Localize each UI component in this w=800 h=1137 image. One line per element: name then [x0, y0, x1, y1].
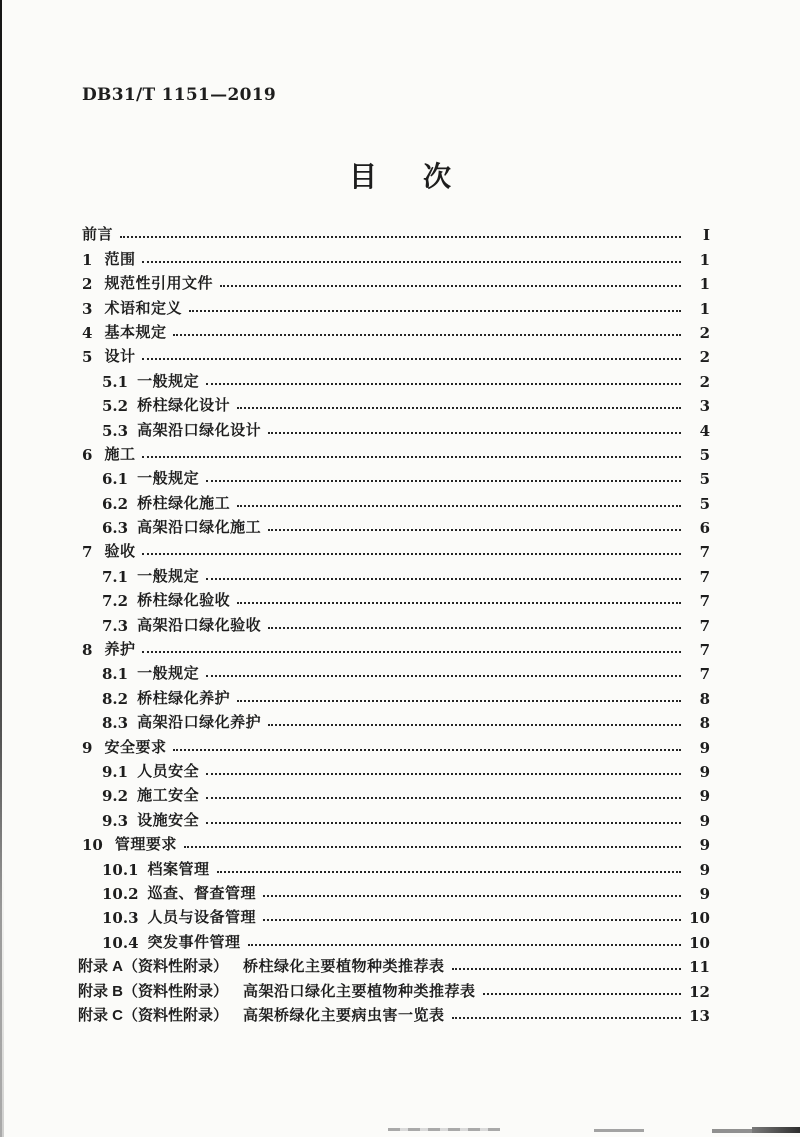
- entry-number: 6.2: [102, 494, 129, 513]
- entry-number: 4: [82, 323, 93, 342]
- entry-title: 突发事件管理: [147, 933, 241, 951]
- entry-title: 施工: [104, 445, 136, 463]
- toc-entry: [82, 294, 710, 318]
- entry-page-number: 6: [699, 519, 710, 538]
- dot-leader: [237, 505, 681, 507]
- entry-page-number: 7: [699, 567, 710, 586]
- entry-number: 8.2: [102, 689, 129, 708]
- dot-leader: [268, 432, 681, 434]
- entry-number: 9.1: [102, 762, 129, 781]
- entry-title: 高架沿口绿化设计: [137, 421, 262, 439]
- entry-title: 前言: [82, 226, 114, 244]
- scan-smudge: [594, 1129, 644, 1132]
- entry-page-number: 7: [699, 616, 710, 635]
- toc-entry: [102, 514, 710, 538]
- dot-leader: [173, 334, 681, 336]
- entry-title: 规范性引用文件: [104, 275, 213, 293]
- entry-title: 施工安全: [137, 787, 200, 805]
- entry-title: 桥柱绿化验收: [137, 592, 231, 610]
- entry-number: 9.3: [102, 811, 129, 830]
- dot-leader: [206, 822, 681, 824]
- dot-leader: [206, 578, 681, 580]
- entry-number: 7.3: [102, 616, 129, 635]
- entry-number: 附录 B（资料性附录）: [78, 982, 229, 1000]
- entry-number: 10.3: [102, 909, 139, 928]
- entry-number: 3: [82, 299, 93, 318]
- entry-page-number: 7: [699, 641, 710, 660]
- entry-title: 桥柱绿化主要植物种类推荐表: [243, 958, 445, 976]
- dot-leader: [248, 944, 681, 946]
- toc-entry: [102, 587, 710, 611]
- entry-title: 一般规定: [137, 567, 200, 585]
- dot-leader: [220, 285, 681, 287]
- dot-leader: [237, 602, 681, 604]
- entry-number: 10: [82, 836, 103, 855]
- dot-leader: [237, 700, 681, 702]
- entry-number: 6.3: [102, 519, 129, 538]
- toc-entry: [82, 831, 710, 855]
- toc-entry: [102, 855, 710, 879]
- toc-entry: [102, 684, 710, 708]
- entry-page-number: 9: [699, 738, 710, 757]
- entry-page-number: 8: [699, 714, 710, 733]
- toc-entry: [82, 343, 710, 367]
- entry-number: 9.2: [102, 787, 129, 806]
- toc-entry: [102, 782, 710, 806]
- entry-page-number: 1: [699, 250, 710, 269]
- toc-entry: [82, 538, 710, 562]
- toc-entry: [102, 562, 710, 586]
- toc-entry: [102, 806, 710, 830]
- toc-entry: [102, 660, 710, 684]
- dot-leader: [206, 797, 681, 799]
- dot-leader: [184, 846, 681, 848]
- entry-page-number: 9: [699, 860, 710, 879]
- entry-page-number: 8: [699, 689, 710, 708]
- entry-title: 高架沿口绿化主要植物种类推荐表: [243, 982, 476, 1000]
- toc-entry: [102, 416, 710, 440]
- dot-leader: [173, 749, 681, 751]
- scan-smudge: [0, 860, 4, 1137]
- dot-leader: [189, 310, 681, 312]
- toc-entry: [102, 367, 710, 391]
- dot-leader: [263, 919, 681, 921]
- toc-entry: [82, 270, 710, 294]
- scan-smudge: [752, 1127, 800, 1133]
- entry-page-number: 12: [689, 982, 710, 1001]
- entry-page-number: 10: [689, 933, 710, 952]
- dot-leader: [206, 480, 681, 482]
- entry-title: 高架桥绿化主要病虫害一览表: [243, 1006, 445, 1024]
- entry-title: 高架沿口绿化验收: [137, 616, 262, 634]
- standard-number: DB31/T 1151—2019: [82, 85, 276, 105]
- entry-number: 10.2: [102, 884, 139, 903]
- entry-number: 10.4: [102, 933, 139, 952]
- entry-page-number: 1: [699, 299, 710, 318]
- entry-number: 6: [82, 445, 93, 464]
- entry-title: 高架沿口绿化施工: [137, 519, 262, 537]
- entry-number: 8: [82, 641, 93, 660]
- entry-title: 管理要求: [114, 836, 177, 854]
- entry-title: 一般规定: [137, 470, 200, 488]
- entry-number: 8.1: [102, 665, 129, 684]
- entry-title: 桥柱绿化施工: [137, 494, 231, 512]
- entry-number: 8.3: [102, 714, 129, 733]
- dot-leader: [263, 895, 681, 897]
- scan-smudge: [712, 1129, 752, 1133]
- dot-leader: [237, 407, 681, 409]
- entry-title: 基本规定: [104, 323, 167, 341]
- entry-number: 5.1: [102, 372, 129, 391]
- entry-page-number: 7: [699, 543, 710, 562]
- toc-entry: [102, 489, 710, 513]
- dot-leader: [120, 236, 681, 238]
- entry-title: 人员安全: [137, 762, 200, 780]
- scan-smudge: [388, 1128, 500, 1131]
- entry-title: 一般规定: [137, 372, 200, 390]
- entry-number: 附录 C（资料性附录）: [78, 1006, 229, 1024]
- entry-title: 范围: [104, 250, 136, 268]
- toc-entry: [82, 441, 710, 465]
- entry-title: 术语和定义: [104, 299, 182, 317]
- entry-page-number: 2: [699, 323, 710, 342]
- entry-number: 7.2: [102, 592, 129, 611]
- dot-leader: [268, 724, 681, 726]
- entry-page-number: 9: [699, 811, 710, 830]
- toc-entry: [102, 904, 710, 928]
- entry-number: 5.3: [102, 421, 129, 440]
- entry-number: 10.1: [102, 860, 139, 879]
- dot-leader: [206, 383, 681, 385]
- entry-title: 高架沿口绿化养护: [137, 714, 262, 732]
- entry-page-number: 5: [699, 445, 710, 464]
- entry-number: 5.2: [102, 397, 129, 416]
- dot-leader: [483, 993, 681, 995]
- entry-number: 1: [82, 250, 93, 269]
- entry-number: 7.1: [102, 567, 129, 586]
- toc-entry: [82, 733, 710, 757]
- dot-leader: [142, 261, 681, 263]
- toc-entry: [102, 928, 710, 952]
- toc-entry: [102, 758, 710, 782]
- entry-page-number: 2: [699, 372, 710, 391]
- entry-page-number: 1: [699, 275, 710, 294]
- dot-leader: [142, 553, 681, 555]
- entry-page-number: 9: [699, 884, 710, 903]
- entry-title: 设施安全: [137, 811, 200, 829]
- toc-entry: [102, 611, 710, 635]
- entry-page-number: 7: [699, 665, 710, 684]
- entry-title: 一般规定: [137, 665, 200, 683]
- entry-title: 桥柱绿化养护: [137, 689, 231, 707]
- entry-title: 安全要求: [104, 738, 167, 756]
- entry-page-number: I: [702, 226, 710, 245]
- dot-leader: [452, 1017, 681, 1019]
- entry-page-number: 5: [699, 494, 710, 513]
- entry-page-number: 5: [699, 470, 710, 489]
- entry-title: 桥柱绿化设计: [137, 397, 231, 415]
- entry-page-number: 9: [699, 787, 710, 806]
- entry-page-number: 7: [699, 592, 710, 611]
- dot-leader: [142, 651, 681, 653]
- dot-leader: [452, 968, 681, 970]
- toc-entry: [78, 977, 710, 1001]
- dot-leader: [206, 675, 681, 677]
- entry-number: 2: [82, 275, 93, 294]
- entry-page-number: 3: [699, 397, 710, 416]
- entry-page-number: 4: [699, 421, 710, 440]
- dot-leader: [217, 871, 681, 873]
- toc-entry: [102, 392, 710, 416]
- toc-entry: [102, 880, 710, 904]
- toc-entry: [82, 319, 710, 343]
- entry-page-number: 2: [699, 348, 710, 367]
- entry-title: 养护: [104, 641, 136, 659]
- entry-number: 9: [82, 738, 93, 757]
- dot-leader: [142, 456, 681, 458]
- toc-entry: [82, 221, 710, 245]
- dot-leader: [206, 773, 681, 775]
- entry-number: 6.1: [102, 470, 129, 489]
- dot-leader: [268, 529, 681, 531]
- toc-entry: [102, 709, 710, 733]
- entry-number: 7: [82, 543, 93, 562]
- dot-leader: [268, 627, 681, 629]
- entry-page-number: 9: [699, 762, 710, 781]
- entry-page-number: 10: [689, 909, 710, 928]
- entry-title: 设计: [104, 348, 136, 366]
- page-title: 目 次: [348, 161, 460, 192]
- entry-title: 巡查、督查管理: [147, 884, 257, 902]
- entry-page-number: 11: [689, 958, 710, 977]
- toc-entry: [78, 953, 710, 977]
- toc-list: [0, 221, 800, 1026]
- toc-entry: [102, 465, 710, 489]
- toc-entry: [82, 636, 710, 660]
- entry-number: 5: [82, 348, 93, 367]
- entry-title: 人员与设备管理: [147, 909, 257, 927]
- toc-entry: [78, 1002, 710, 1026]
- entry-page-number: 9: [699, 836, 710, 855]
- entry-title: 验收: [104, 543, 136, 561]
- entry-title: 档案管理: [147, 860, 210, 878]
- entry-page-number: 13: [689, 1006, 710, 1025]
- toc-entry: [82, 245, 710, 269]
- dot-leader: [142, 358, 681, 360]
- entry-number: 附录 A（资料性附录）: [78, 958, 229, 976]
